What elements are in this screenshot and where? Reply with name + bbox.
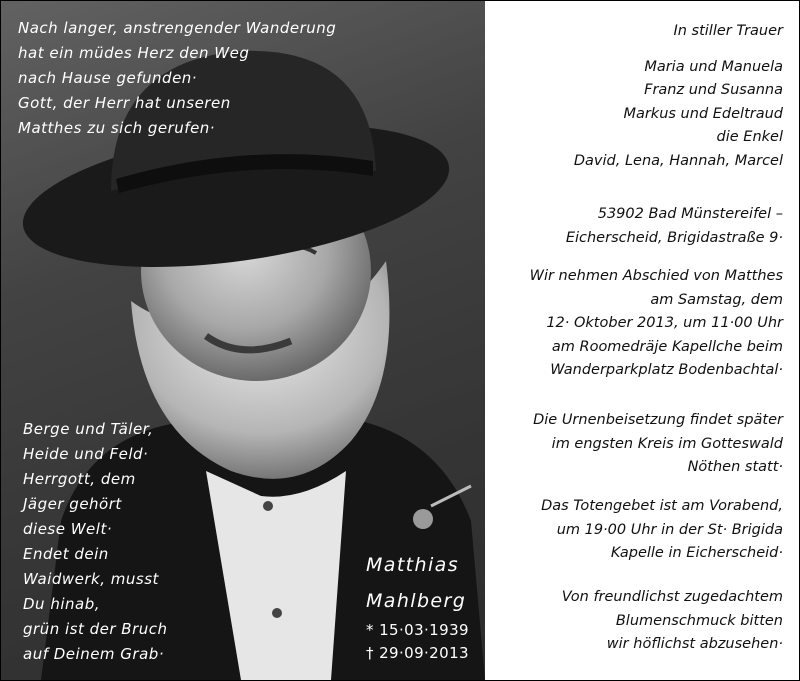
- farewell-line: Wanderparkplatz Bodenbachtal·: [550, 362, 783, 378]
- urn-line: Die Urnenbeisetzung findet später: [533, 412, 783, 428]
- farewell-line: am Samstag, dem: [650, 291, 783, 308]
- portrait-photo: [1, 1, 485, 680]
- farewell-line: 12· Oktober 2013, um 11·00 Uhr: [546, 315, 783, 331]
- urn-line: Nöthen statt·: [687, 459, 783, 475]
- quote-line: Matthes zu sich gerufen·: [18, 119, 216, 137]
- urn-burial-block: [533, 409, 783, 480]
- poem-line: diese Welt·: [23, 520, 113, 538]
- prayer-line: um 19·00 Uhr in der St· Brigida: [556, 521, 783, 538]
- quote-line: Gott, der Herr hat unseren: [18, 94, 231, 112]
- poem-line: Endet dein: [23, 545, 109, 563]
- quote-line: Nach langer, anstrengender Wanderung: [18, 19, 337, 37]
- poem-text: [23, 417, 168, 667]
- birth-date: * 15·03·1939: [366, 621, 469, 639]
- quote-line: hat ein müdes Herz den Weg: [18, 44, 250, 62]
- poem-line: Herrgott, dem: [23, 470, 136, 488]
- notice-text-column: [485, 1, 799, 680]
- poem-line: auf Deinem Grab·: [23, 645, 165, 663]
- flowers-line: Von freundlichst zugedachtem: [561, 589, 783, 605]
- farewell-line: am Roomedräje Kapellche beim: [551, 338, 783, 355]
- address-block: [566, 203, 783, 250]
- farewell-line: Wir nehmen Abschied von Matthes: [529, 268, 783, 284]
- address-line: Eicherscheid, Brigidastraße 9·: [565, 229, 783, 246]
- mourners-block: [574, 20, 783, 173]
- mourner-line: David, Lena, Hannah, Marcel: [573, 152, 783, 169]
- farewell-block: [530, 265, 783, 383]
- address-line: 53902 Bad Münstereifel –: [597, 206, 783, 222]
- mourner-line: Markus und Edeltraud: [623, 105, 783, 122]
- mourner-line: Maria und Manuela: [644, 58, 783, 75]
- mourner-line: die Enkel: [716, 129, 783, 145]
- prayer-line: Das Totengebet ist am Vorabend,: [541, 498, 783, 514]
- mourner-line: Franz und Susanna: [644, 82, 783, 98]
- flowers-line: wir höflichst abzusehen·: [606, 636, 783, 652]
- deceased-name-block: [366, 547, 469, 665]
- last-name: Mahlberg: [366, 590, 467, 612]
- quote-line: nach Hause gefunden·: [18, 69, 198, 87]
- flowers-line: Blumenschmuck bitten: [615, 612, 783, 629]
- poem-line: Jäger gehört: [23, 495, 122, 513]
- poem-line: Heide und Feld·: [23, 445, 149, 463]
- first-name: Matthias: [366, 554, 459, 576]
- quote-text: [18, 16, 336, 141]
- prayer-block: [541, 495, 783, 566]
- poem-line: Waidwerk, musst: [23, 570, 159, 588]
- flowers-block: [562, 586, 783, 657]
- urn-line: im engsten Kreis im Gotteswald: [551, 435, 783, 452]
- death-date: † 29·09·2013: [366, 644, 469, 662]
- poem-line: Du hinab,: [23, 595, 100, 613]
- mourners-heading: In stiller Trauer: [673, 23, 783, 39]
- prayer-line: Kapelle in Eicherscheid·: [610, 545, 783, 561]
- poem-line: Berge und Täler,: [23, 420, 154, 438]
- poem-line: grün ist der Bruch: [23, 620, 168, 638]
